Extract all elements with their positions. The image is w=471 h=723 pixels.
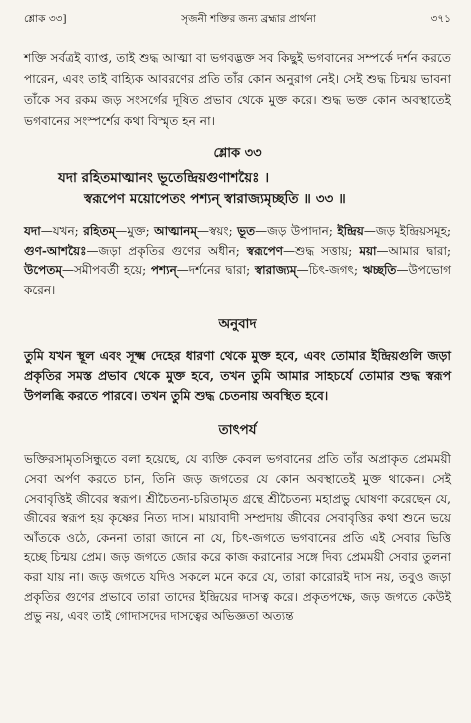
purport-body xyxy=(24,450,451,626)
synonym-meaning: শুদ্ধ সত্তায় xyxy=(295,243,349,258)
verse-text xyxy=(24,168,451,210)
header-verse-ref: শ্লোক ৩৩] xyxy=(24,13,67,25)
synonym-word: ভূত xyxy=(237,224,256,238)
header-chapter-title: সৃজনী শক্তির জন্য ব্রহ্মার প্রার্থনা xyxy=(181,13,316,25)
synonym-word: উপেতম্ xyxy=(24,263,62,278)
synonym-word: ঋচ্ছতি xyxy=(362,263,397,278)
purport-text: ভক্তিরসামৃতসিন্ধুতে বলা হয়েছে, যে ব্যক্তি কেবল ভগবানের প্রতি তাঁর অপ্রাকৃত প্রেমময়ী সেবা অর্পণ করতে চান, তিনি জড় জগতের যে কোন অবস্থাতেই মুক্ত থাকেন। সেই সেবাবৃত্তিই জীবের স্বরূপ। শ্রীচৈতন্য-চরিতামৃত গ্রন্থে শ্রীচৈতন্য মহাপ্রভু ঘোষণা করেছেন যে, জীবের স্বরূপ হয় কৃষ্ণের নিত্য দাস। মায়াবাদী সম্প্রদায় জীবের সেবাবৃত্তির কথা শুনে ভয়ে আঁতকে ওঠে, কেননা তারা জানে না যে, চিৎ-জগতে ভগবানের প্রতি এই সেবার ভিত্তি হচ্ছে চিন্ময় প্রেম। জড় জগতে জোর করে কাজ করানোর সঙ্গে দিব্য প্রেমময়ী সেবার তুলনা করা যায় না। জড় জগতে যদিও সকলে মনে করে যে, তারা কারোরই দাস নয়, তবুও জড়া প্রকৃতির গুণের প্রভাবে তারা তাদের ইন্দ্রিয়ের দাসত্ব করে। প্রকৃতপক্ষে, জড় জগতে কেউই প্রভু নয়, এবং তাই গোদাসদের দাসত্বের অভিজ্ঞতা অত্যন্ত xyxy=(24,452,451,624)
synonyms-paragraph: যদা—যখন; রহিতম্—মুক্ত; আত্মানম্—স্বয়ং; ভূত—জড় উপাদান; ইন্দ্রিয়—জড় ইন্দ্রিয়সমূহ; গুণ-আশয়ৈঃ—জড়া প্রকৃতির গুণের অধীন; স্বরূপেণ—শুদ্ধ সত্তায়; ময়া—আমার দ্বারা; উপেতম্—সমীপবর্তী হয়ে; পশ্যন্—দর্শনের দ্বারা; স্বারাজ্যম্—চিৎ-জগৎ; ঋচ্ছতি—উপভোগ করেন। xyxy=(24,224,452,297)
purport-heading: তাৎপর্য xyxy=(218,422,257,439)
synonym-word: স্বরূপেণ xyxy=(246,243,284,258)
synonym-meaning: আমার দ্বারা xyxy=(388,243,447,258)
synonym-meaning: দর্শনের দ্বারা xyxy=(188,263,247,278)
synonym-meaning: সমীপবর্তী হয়ে xyxy=(73,263,143,278)
synonym-meaning: জড় উপাদান xyxy=(267,224,329,238)
synonym-meaning: যখন xyxy=(52,224,75,238)
synonym-word: ইন্দ্রিয় xyxy=(337,224,364,238)
synonym-word: পশ্যন্ xyxy=(150,263,177,278)
page-number: ৩৭১ xyxy=(430,13,451,25)
verse-heading: শ্লোক ৩৩ xyxy=(213,146,262,161)
synonym-meaning: স্বয়ং xyxy=(209,224,229,238)
synonym-word: আত্মানম্ xyxy=(154,224,198,238)
synonym-meaning: জড়া প্রকৃতির গুণের অধীন xyxy=(98,243,236,258)
synonym-meaning: জড় ইন্দ্রিয়সমূহ xyxy=(375,224,447,238)
translation-heading: অনুবাদ xyxy=(218,316,257,333)
synonym-word: স্বারাজ্যম্ xyxy=(254,263,297,278)
synonym-word: যদা xyxy=(24,224,41,238)
synonym-word: রহিতম্ xyxy=(83,224,116,238)
translation-text: তুমি যখন স্থূল এবং সূক্ষ্ম দেহের ধারণা থেকে মুক্ত হবে, এবং তোমার ইন্দ্রিয়গুলি জড়া প্রকৃতির সমস্ত প্রভাব থেকে মুক্ত হবে, তখন তুমি আমার সাহচর্যে তোমার শুদ্ধ স্বরূপ উপলব্ধি করতে পারবে। তখন তুমি শুদ্ধ চেতনায় অবস্থিত হবে। xyxy=(24,348,451,404)
verse-line-1: যদা রহিতমাত্মানং ভূতেন্দ্রিয়গুণাশয়ৈঃ । xyxy=(58,170,270,186)
synonym-word: গুণ-আশয়ৈঃ xyxy=(24,243,87,258)
synonym-meaning: মুক্ত xyxy=(127,224,146,238)
synonym-meaning: চিৎ-জগৎ xyxy=(308,263,354,278)
verse-line-2: স্বরূপেণ ময়োপেতং পশ্যন্ স্বারাজ্যমৃচ্ছতি ॥ ৩৩ ॥ xyxy=(84,191,346,207)
running-header xyxy=(24,12,451,30)
intro-paragraph: শক্তি সর্বত্রই ব্যাপ্ত, তাই শুদ্ধ আত্মা বা ভগবদ্ভক্ত সব কিছুই ভগবানের সম্পর্কে দর্শন করতে পারেন, এবং তাই বাহ্যিক আবরণের প্রতি তাঁর কোন অনুরাগ নেই। সেই শুদ্ধ চিন্ময় ভাবনা তাঁকে সব রকম জড় সংসর্গের দূষিত প্রভাব থেকে মুক্ত করে। শুদ্ধ ভক্ত কোন অবস্থাতেই ভগবানের সংস্পর্শের কথা বিস্মৃত হন না। xyxy=(24,51,451,128)
synonym-word: ময়া xyxy=(359,243,377,258)
synonym-meaning: উপভোগ করেন xyxy=(24,263,452,297)
